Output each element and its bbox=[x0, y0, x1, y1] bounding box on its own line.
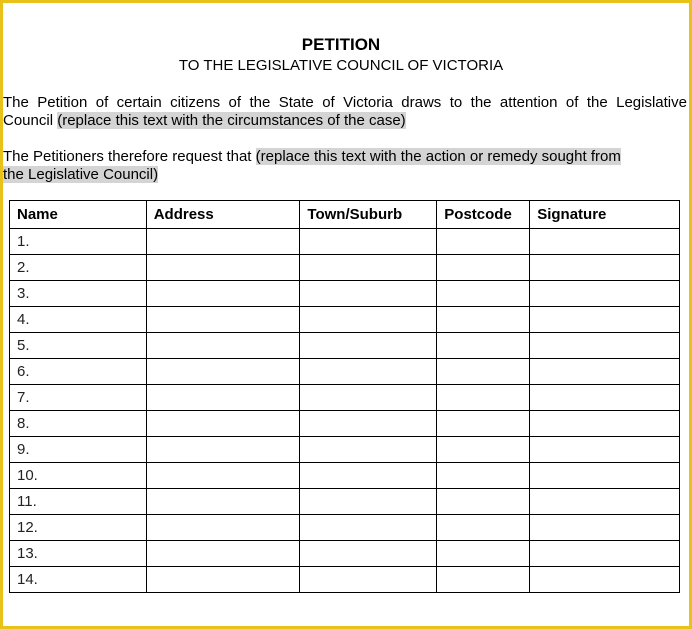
postcode-cell[interactable] bbox=[437, 359, 530, 385]
request-paragraph bbox=[3, 148, 687, 184]
town-suburb-cell[interactable] bbox=[300, 567, 437, 593]
postcode-cell[interactable] bbox=[437, 281, 530, 307]
table-row bbox=[10, 411, 680, 437]
table-row bbox=[10, 567, 680, 593]
table-row bbox=[10, 307, 680, 333]
town-suburb-cell[interactable] bbox=[300, 333, 437, 359]
signature-cell[interactable] bbox=[530, 281, 680, 307]
table-row bbox=[10, 489, 680, 515]
postcode-cell[interactable] bbox=[437, 437, 530, 463]
signature-cell[interactable] bbox=[530, 567, 680, 593]
name-cell[interactable]: 13. bbox=[10, 541, 147, 567]
town-suburb-cell[interactable] bbox=[300, 255, 437, 281]
postcode-cell[interactable] bbox=[437, 255, 530, 281]
address-cell[interactable] bbox=[146, 463, 300, 489]
town-suburb-cell[interactable] bbox=[300, 489, 437, 515]
signature-table bbox=[9, 200, 680, 593]
town-suburb-cell[interactable] bbox=[300, 229, 437, 255]
circumstances-placeholder[interactable]: (replace this text with the circumstances of the case) bbox=[57, 112, 406, 129]
paragraph2-text: The Petitioners therefore request that bbox=[3, 148, 256, 165]
postcode-cell[interactable] bbox=[437, 567, 530, 593]
table-row bbox=[10, 229, 680, 255]
signature-cell[interactable] bbox=[530, 229, 680, 255]
address-cell[interactable] bbox=[146, 333, 300, 359]
town-suburb-cell[interactable] bbox=[300, 541, 437, 567]
table-row bbox=[10, 255, 680, 281]
signature-cell[interactable] bbox=[530, 255, 680, 281]
petition-subtitle: TO THE LEGISLATIVE COUNCIL OF VICTORIA bbox=[178, 57, 504, 74]
postcode-cell[interactable] bbox=[437, 515, 530, 541]
name-cell[interactable]: 11. bbox=[10, 489, 147, 515]
name-cell[interactable]: 14. bbox=[10, 567, 147, 593]
name-cell[interactable]: 7. bbox=[10, 385, 147, 411]
table-row bbox=[10, 359, 680, 385]
table-row bbox=[10, 463, 680, 489]
address-cell[interactable] bbox=[146, 489, 300, 515]
signature-cell[interactable] bbox=[530, 515, 680, 541]
address-cell[interactable] bbox=[146, 411, 300, 437]
name-cell[interactable]: 2. bbox=[10, 255, 147, 281]
name-cell[interactable]: 5. bbox=[10, 333, 147, 359]
postcode-cell[interactable] bbox=[437, 307, 530, 333]
address-cell[interactable] bbox=[146, 515, 300, 541]
circumstances-paragraph bbox=[3, 94, 687, 130]
name-cell[interactable]: 4. bbox=[10, 307, 147, 333]
header-signature: Signature bbox=[530, 201, 680, 229]
name-cell[interactable]: 6. bbox=[10, 359, 147, 385]
signature-cell[interactable] bbox=[530, 385, 680, 411]
address-cell[interactable] bbox=[146, 307, 300, 333]
name-cell[interactable]: 10. bbox=[10, 463, 147, 489]
remedy-placeholder-continued[interactable]: the Legislative Council) bbox=[3, 166, 159, 183]
table-body bbox=[10, 229, 680, 593]
name-cell[interactable]: 3. bbox=[10, 281, 147, 307]
postcode-cell[interactable] bbox=[437, 463, 530, 489]
postcode-cell[interactable] bbox=[437, 411, 530, 437]
header-address: Address bbox=[146, 201, 300, 229]
header-postcode: Postcode bbox=[437, 201, 530, 229]
signature-cell[interactable] bbox=[530, 359, 680, 385]
signature-cell[interactable] bbox=[530, 437, 680, 463]
address-cell[interactable] bbox=[146, 359, 300, 385]
name-cell[interactable]: 12. bbox=[10, 515, 147, 541]
paragraph2-line2 bbox=[3, 166, 687, 184]
name-cell[interactable]: 1. bbox=[10, 229, 147, 255]
postcode-cell[interactable] bbox=[437, 489, 530, 515]
town-suburb-cell[interactable] bbox=[300, 411, 437, 437]
town-suburb-cell[interactable] bbox=[300, 515, 437, 541]
petition-title: PETITION bbox=[301, 35, 381, 54]
signature-cell[interactable] bbox=[530, 463, 680, 489]
signature-cell[interactable] bbox=[530, 333, 680, 359]
postcode-cell[interactable] bbox=[437, 229, 530, 255]
table-row bbox=[10, 515, 680, 541]
signature-cell[interactable] bbox=[530, 541, 680, 567]
paragraph1-text: Council bbox=[3, 112, 58, 129]
signature-cell[interactable] bbox=[530, 307, 680, 333]
town-suburb-cell[interactable] bbox=[300, 385, 437, 411]
header-town-suburb: Town/Suburb bbox=[300, 201, 437, 229]
paragraph2-line1 bbox=[3, 148, 687, 166]
postcode-cell[interactable] bbox=[437, 385, 530, 411]
table-row bbox=[10, 385, 680, 411]
town-suburb-cell[interactable] bbox=[300, 359, 437, 385]
table-row bbox=[10, 281, 680, 307]
town-suburb-cell[interactable] bbox=[300, 463, 437, 489]
header-name: Name bbox=[10, 201, 147, 229]
town-suburb-cell[interactable] bbox=[300, 281, 437, 307]
paragraph1-line2 bbox=[3, 112, 687, 130]
paragraph1-line1: The Petition of certain citizens of the State of Victoria draws to the attention of the Legislative bbox=[3, 94, 687, 111]
table-row bbox=[10, 333, 680, 359]
signature-cell[interactable] bbox=[530, 489, 680, 515]
remedy-placeholder[interactable]: (replace this text with the action or remedy sought from bbox=[255, 148, 621, 165]
postcode-cell[interactable] bbox=[437, 541, 530, 567]
name-cell[interactable]: 9. bbox=[10, 437, 147, 463]
address-cell[interactable] bbox=[146, 541, 300, 567]
table-header-row bbox=[10, 201, 680, 229]
postcode-cell[interactable] bbox=[437, 333, 530, 359]
table-row bbox=[10, 541, 680, 567]
town-suburb-cell[interactable] bbox=[300, 437, 437, 463]
name-cell[interactable]: 8. bbox=[10, 411, 147, 437]
table-row bbox=[10, 437, 680, 463]
address-cell[interactable] bbox=[146, 385, 300, 411]
address-cell[interactable] bbox=[146, 567, 300, 593]
address-cell[interactable] bbox=[146, 437, 300, 463]
address-cell[interactable] bbox=[146, 281, 300, 307]
signature-cell[interactable] bbox=[530, 411, 680, 437]
town-suburb-cell[interactable] bbox=[300, 307, 437, 333]
address-cell[interactable] bbox=[146, 229, 300, 255]
address-cell[interactable] bbox=[146, 255, 300, 281]
